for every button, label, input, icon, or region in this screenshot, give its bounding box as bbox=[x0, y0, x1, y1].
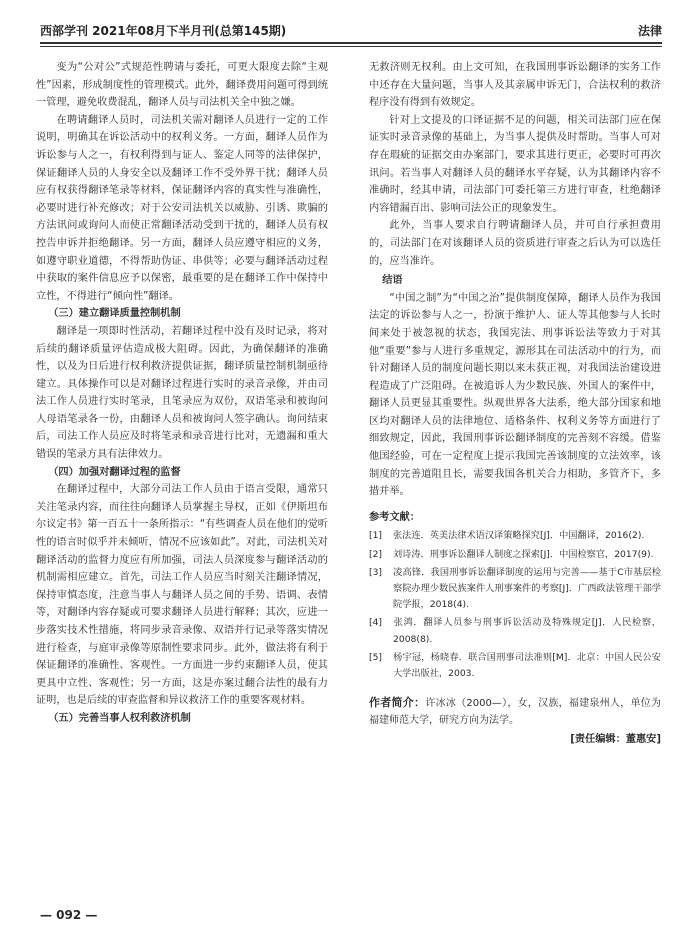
reference-text: 杨宇冠，杨晓春．联合国刑事司法准则[M]．北京：中国人民公安大学出版社，2003. bbox=[393, 651, 661, 680]
reference-item bbox=[369, 650, 661, 682]
section-label: 法律 bbox=[637, 24, 662, 38]
page-header bbox=[40, 21, 662, 41]
reference-index: [1] bbox=[369, 530, 383, 542]
reference-item bbox=[369, 615, 661, 647]
author-note-text: 许冰冰（2000—），女，汉族，福建泉州人，单位为福建师范大学，研究方向为法学。 bbox=[369, 698, 661, 727]
header-rule bbox=[40, 42, 662, 44]
right-column bbox=[369, 59, 661, 749]
paragraph: 此外，当事人要求自行聘请翻译人员，并可自行承担费用的，司法部门在对该翻译人员的资质进行审查之后认为可以选任的，应当准许。 bbox=[369, 220, 661, 267]
author-note bbox=[369, 694, 661, 729]
reference-text: 张法连．英美法律术语汉译策略探究[J]．中国翻译，2016(2). bbox=[393, 530, 645, 542]
reference-text: 刘诗涛．刑事诉讼翻译人制度之探索[J]．中国检察官，2017(9). bbox=[393, 548, 654, 560]
section-heading: （四）加强对翻译过程的监督 bbox=[48, 466, 181, 478]
page-number: — 092 — bbox=[40, 908, 98, 922]
author-note-label: 作者简介： bbox=[369, 696, 426, 710]
reference-item bbox=[369, 547, 661, 563]
reference-index: [5] bbox=[369, 651, 383, 663]
section-heading: 结语 bbox=[382, 275, 403, 287]
paragraph: 针对上文提及的口译证据不足的问题，相关司法部门应在保证实时录音录像的基础上，为当事人提供及时帮助。当事人可对存在瑕疵的证据交由办案部门，要求其进行更正，必要时可再次讯问。若当事人对翻译人员的翻译水平存疑，认为其翻译内容不准确时，经其申请，司法部门可委托第三方进行审查，杜绝翻译内容错漏百出、影响司法公正的现象发生。 bbox=[369, 114, 661, 214]
right-column-body bbox=[369, 59, 661, 501]
responsible-editor: [责任编辑：董惠安] bbox=[570, 734, 661, 746]
paragraph: 无救济则无权利。由上文可知，在我国刑事诉讼翻译的实务工作中还存在大量问题，当事人及其亲属申诉无门，合法权利的救济程序没有得到有效规定。 bbox=[369, 62, 661, 109]
journal-title: 西部学刊 2021年08月下半月刊(总第145期) bbox=[40, 24, 287, 38]
reference-item bbox=[369, 565, 661, 614]
reference-text: 凌高锋．我国刑事诉讼翻译制度的运用与完善——基于C市基层检察院办理少数民族案件人刑事案件的考察[J]．广西政法管理干部学院学报，2018(4). bbox=[393, 566, 661, 611]
reference-index: [3] bbox=[369, 566, 383, 578]
reference-item bbox=[369, 528, 661, 544]
paragraph: 在聘请翻译人员时，司法机关需对翻译人员进行一定的工作说明，明确其在诉讼活动中的权利义务。一方面，翻译人员作为诉讼参与人之一，有权利得到与证人、鉴定人同等的法律保护，保证翻译人员的人身安全以及翻译工作不受外界干扰；翻译人员应有权获得翻译笔录等材料，保证翻译内容的真实性与准确性，必要时进行补充修改；对于公安司法机关以威胁、引诱、欺骗的方法讯问或询问人而使正常翻译活动受到干扰的，翻译人员有权控告申诉并拒绝翻译。另一方面，翻译人员应遵守相应的义务，如遵守职业道德，不得帮助伪证、串供等；必要与翻译活动过程中获取的案件信息应予以保密，最重要的是在翻译工作中保持中立性，不得进行“倾向性”翻译。 bbox=[36, 114, 328, 302]
reference-text: 张鸿．翻译人员参与刑事诉讼活动及特殊规定[J]．人民检察，2008(8). bbox=[393, 617, 661, 645]
left-column bbox=[36, 59, 328, 728]
reference-index: [4] bbox=[369, 617, 383, 629]
section-heading: （五）完善当事人权利救济机制 bbox=[48, 712, 191, 724]
reference-index: [2] bbox=[369, 548, 383, 560]
paragraph: 变为“公对公”式规范性聘请与委托，可更大限度去除“主观性”因素，形成制度性的管理模式。此外，翻译费用问题可得到统一管理，避免收费混乱，翻译人员与司法机关全中独之嫌。 bbox=[36, 62, 328, 109]
header-rule-thin bbox=[40, 46, 662, 47]
references-list bbox=[369, 528, 661, 682]
paragraph: 翻译是一项即时性活动，若翻译过程中没有及时记录，将对后续的翻译质量评估造成极大阻碍。因此，为确保翻译的准确性，以及为日后进行权利救济提供证据，翻译质量控制机制亟待建立。具体操作可以是对翻译过程进行实时的录音录像，并由司法工作人员进行实时笔录，且笔录应为双份，双语笔录和被询问人母语笔录各一份，由翻译人员和被询问人签字确认。询问结束后，司法工作人员应及时将笔录和录音进行比对，无遗漏和重大错误的笔录方具有法律效力。 bbox=[36, 325, 328, 461]
section-heading: （三）建立翻译质量控制机制 bbox=[48, 308, 181, 320]
paragraph: 在翻译过程中，大部分司法工作人员由于语言受限，通常只关注笔录内容，而往往向翻译人员掌握主导权，正如《伊斯坦布尔议定书》第一百五十一条所指示：“有些调查人员在他们的觉听性的语言时似乎并未倾听，情况不应该如此”。对此，司法机关对翻译活动的监督力度应有所加强，司法人员深度参与翻译活动的机制需相应建立。首先，司法工作人员应当时刻关注翻译情况，保持审慎态度，注意当事人与翻译人员之间的手势、语调、表情等，对翻译内容存疑或可要求翻译人员进行解释；其次，应进一步落实技术性措施，将同步录音录像、双语并行记录等落实情况进行检查，与庭审录像等原制性要求同步。此外，做法将有利于保证翻译的准确性、客观性。一方面进一步约束翻译人员，使其更具中立性、客观性；另一方面，这是亦案过翻合法性的最有力证明，也是后续的审查监督和异议救济工作的重要客观材料。 bbox=[36, 484, 328, 707]
references-title: 参考文献： bbox=[369, 511, 420, 523]
paragraph: “中国之制”为“中国之治”提供制度保障，翻译人员作为我国法定的诉讼参与人之一，扮演于维护人、证人等其他参与人长时间来处于被忽视的状态，我国宪法、刑事诉讼法等致力于对其他“重要”参与人进行多重规定，源形其在司法活动中的行为，而针对翻译人员的制度问题长期以来未获正视，对我国法治建设进程造成了广泛阻碍。在被追诉人为少数民族、外国人的案件中，翻译人员更显其重要性。纵观世界各大法系，绝大部分国家和地区均对翻译人员的法律地位、适格条件、权利义务等方面进行了细致规定，因此，我国刑事诉讼翻译制度的完善刻不容缓。借鉴他国经验，可在一定程度上提示我国完善该制度的立法效率，该制度的完善道阻且长，需要我国各机关合力相助，多管齐下，多措并举。 bbox=[369, 292, 661, 498]
